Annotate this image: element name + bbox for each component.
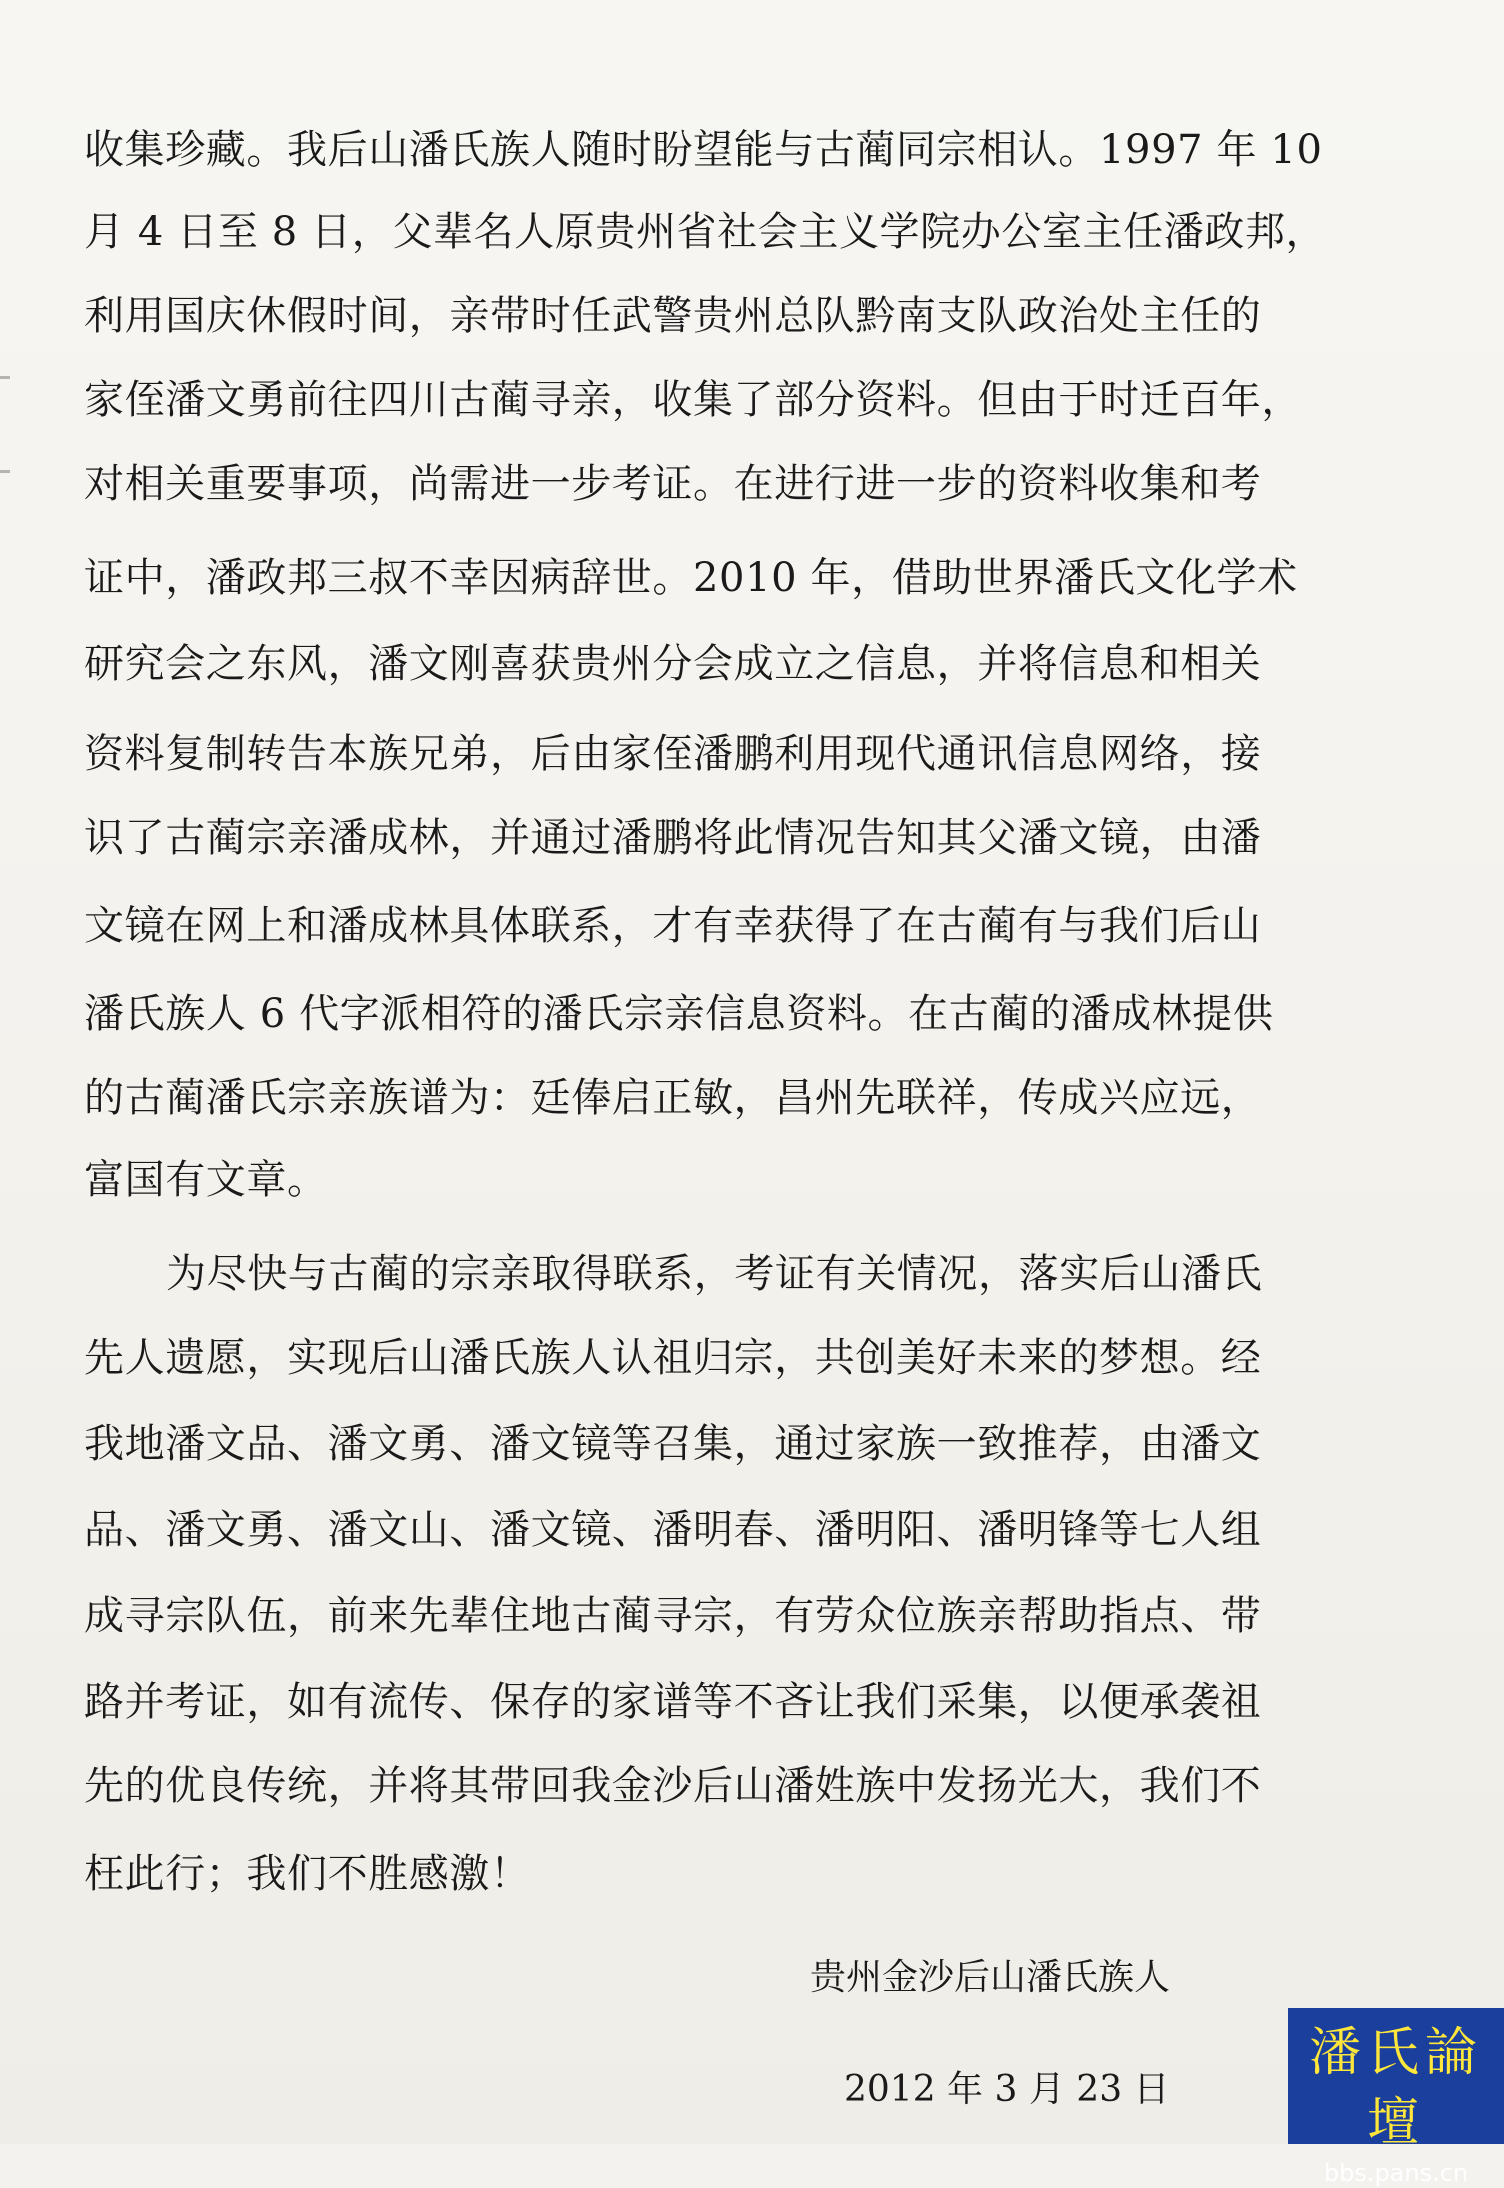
text-line: 枉此行；我们不胜感激！ (84, 1851, 531, 1897)
signature-date: 2012 年 3 月 23 日 (844, 2069, 1170, 2110)
forum-watermark (1288, 2008, 1504, 2187)
text-line: 资料复制转告本族兄弟，后由家侄潘鹏利用现代通讯信息网络，接 (84, 731, 1262, 777)
text-line: 路并考证，如有流传、保存的家谱等不吝让我们采集，以便承袭祖 (84, 1679, 1262, 1725)
text-line: 先的优良传统，并将其带回我金沙后山潘姓族中发扬光大，我们不 (84, 1763, 1262, 1809)
text-line: 品、潘文勇、潘文山、潘文镜、潘明春、潘明阳、潘明锋等七人组 (84, 1507, 1262, 1553)
text-line: 对相关重要事项，尚需进一步考证。在进行进一步的资料收集和考 (84, 461, 1262, 507)
text-line: 利用国庆休假时间，亲带时任武警贵州总队黔南支队政治处主任的 (84, 293, 1262, 339)
text-line: 家侄潘文勇前往四川古蔺寻亲，收集了部分资料。但由于时迁百年， (84, 377, 1302, 423)
text-line: 我地潘文品、潘文勇、潘文镜等召集，通过家族一致推荐，由潘文 (84, 1421, 1262, 1467)
fold-mark (0, 376, 10, 379)
text-line: 富国有文章。 (84, 1157, 328, 1203)
text-line: 先人遗愿，实现后山潘氏族人认祖归宗，共创美好未来的梦想。经 (84, 1335, 1262, 1381)
signature-author: 贵州金沙后山潘氏族人 (810, 1957, 1171, 1998)
text-line: 为尽快与古蔺的宗亲取得联系，考证有关情况，落实后山潘氏 (166, 1251, 1263, 1297)
text-line: 潘氏族人 6 代字派相符的潘氏宗亲信息资料。在古蔺的潘成林提供 (84, 991, 1274, 1037)
text-line: 识了古蔺宗亲潘成林，并通过潘鹏将此情况告知其父潘文镜，由潘 (84, 815, 1262, 861)
fold-mark (0, 470, 10, 473)
text-line: 研究会之东风，潘文刚喜获贵州分会成立之信息，并将信息和相关 (84, 641, 1262, 687)
text-line: 证中，潘政邦三叔不幸因病辞世。2010 年，借助世界潘氏文化学术 (84, 555, 1298, 601)
text-line: 的古蔺潘氏宗亲族谱为：廷俸启正敏，昌州先联祥，传成兴应远， (84, 1075, 1262, 1121)
text-line: 收集珍藏。我后山潘氏族人随时盼望能与古蔺同宗相认。1997 年 10 (84, 127, 1323, 173)
watermark-url: bbs.pans.cn (1323, 2159, 1469, 2187)
text-line: 文镜在网上和潘成林具体联系，才有幸获得了在古蔺有与我们后山 (84, 903, 1262, 949)
text-line: 成寻宗队伍，前来先辈住地古蔺寻宗，有劳众位族亲帮助指点、带 (84, 1593, 1262, 1639)
text-line: 月 4 日至 8 日，父辈名人原贵州省社会主义学院办公室主任潘政邦， (84, 209, 1327, 255)
watermark-title: 潘氏論壇 (1308, 2023, 1483, 2153)
